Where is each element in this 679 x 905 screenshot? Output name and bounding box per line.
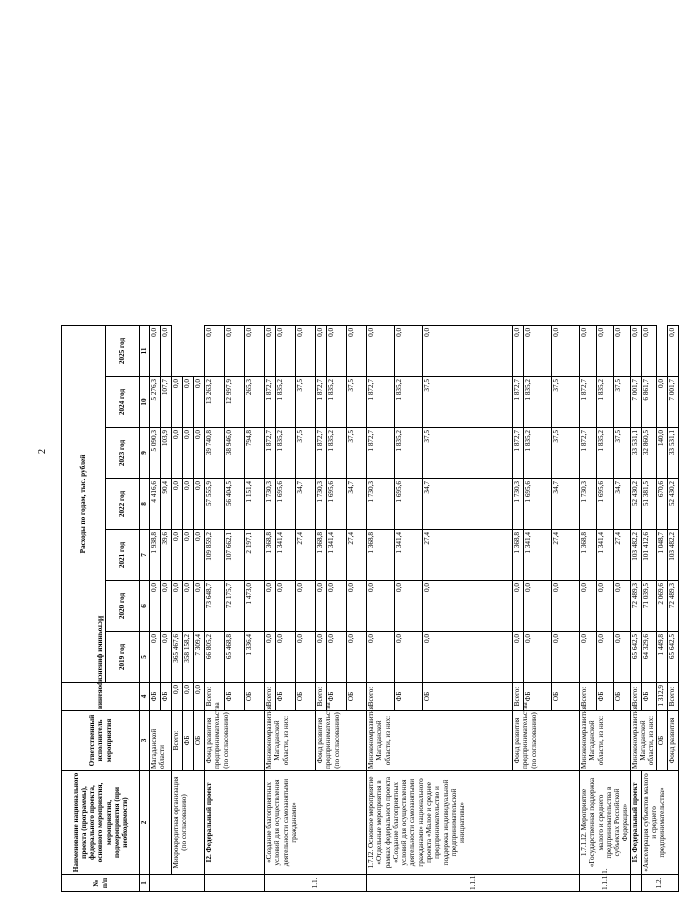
value-cell: 52 430,2: [667, 479, 678, 530]
source-cell: ФБ: [641, 683, 656, 711]
value-cell: 37,5: [552, 377, 580, 428]
source-cell: ОБ: [296, 683, 316, 711]
value-cell: 52 430,2: [630, 479, 641, 530]
value-cell: 0,0: [276, 325, 296, 376]
value-cell: 0,0: [423, 325, 513, 376]
value-cell: 358 158,2: [183, 632, 194, 683]
value-cell: 1 730,3: [580, 479, 597, 530]
value-cell: 1 938,8: [150, 530, 161, 581]
value-cell: 0,0: [613, 632, 630, 683]
value-cell: 27,4: [296, 530, 316, 581]
value-cell: 7 001,7: [667, 377, 678, 428]
budget-table: [61, 0, 679, 892]
row-cell: 1.7.1.I2. Мероприятие «Государственная поддержка малого и среднего предпринимательства в субъектах Российской Федерации»: [580, 771, 631, 875]
value-cell: 0,0: [327, 632, 347, 683]
source-cell: ФБ: [327, 683, 347, 711]
value-cell: 7 309,4: [194, 632, 205, 683]
value-cell: 0,0: [580, 325, 597, 376]
value-cell: 1 368,8: [580, 530, 597, 581]
header-exec: Ответственный исполнитель мероприятия: [62, 711, 140, 771]
table-row: [194, 0, 205, 892]
source-cell: ОБ: [194, 711, 205, 771]
value-cell: 7 001,7: [630, 377, 641, 428]
source-cell: Всего:: [367, 683, 395, 711]
value-cell: 0,0: [316, 581, 327, 632]
value-cell: 1 872,7: [316, 377, 327, 428]
value-cell: 1 695,6: [276, 479, 296, 530]
value-cell: 1 872,7: [513, 428, 524, 479]
value-cell: 0,0: [161, 325, 172, 376]
table-row: [205, 0, 225, 892]
header-year: 2024 год: [106, 377, 140, 428]
value-cell: 0,0: [367, 632, 395, 683]
value-cell: 1 835,2: [395, 428, 423, 479]
value-cell: 0,0: [513, 325, 524, 376]
value-cell: 265,3: [245, 377, 265, 428]
value-cell: 1 695,6: [395, 479, 423, 530]
value-cell: 1 835,2: [276, 428, 296, 479]
header-year: 2023 год: [106, 428, 140, 479]
value-cell: 1 341,4: [276, 530, 296, 581]
value-cell: 1 048,7: [656, 530, 667, 581]
row-cell: [150, 771, 172, 875]
value-cell: 0,0: [172, 428, 183, 479]
value-cell: 365 467,6: [172, 632, 183, 683]
table-row: [667, 0, 678, 892]
value-cell: 0,0: [194, 581, 205, 632]
value-cell: 0,0: [580, 632, 597, 683]
value-cell: 27,4: [347, 530, 367, 581]
source-cell: ФБ: [183, 711, 194, 771]
value-cell: 0,0: [172, 683, 183, 711]
table-row: [265, 0, 276, 892]
table-row: [580, 0, 597, 892]
value-cell: 32 860,5: [641, 428, 656, 479]
value-cell: 1 872,7: [367, 377, 395, 428]
value-cell: 140,0: [656, 428, 667, 479]
value-cell: 0,0: [194, 530, 205, 581]
source-cell: Всего:: [172, 711, 183, 771]
value-cell: 0,0: [552, 581, 580, 632]
value-cell: 1 449,8: [656, 632, 667, 683]
value-cell: 0,0: [395, 325, 423, 376]
value-cell: 0,0: [347, 325, 367, 376]
value-cell: 1 730,3: [367, 479, 395, 530]
source-cell: ОБ: [245, 683, 265, 711]
value-cell: 1 835,2: [327, 377, 347, 428]
header-num: № п/п: [62, 875, 140, 892]
value-cell: 1 368,8: [367, 530, 395, 581]
value-cell: 0,0: [245, 325, 265, 376]
value-cell: 0,0: [596, 581, 613, 632]
value-cell: 34,7: [296, 479, 316, 530]
value-cell: 0,0: [641, 325, 656, 376]
row-cell: Магаданской области: [150, 711, 172, 771]
value-cell: 0,0: [150, 581, 161, 632]
value-cell: 1 695,6: [327, 479, 347, 530]
value-cell: 103 482,2: [667, 530, 678, 581]
value-cell: 0,0: [513, 581, 524, 632]
value-cell: 0,0: [183, 683, 194, 711]
value-cell: 1 730,3: [513, 479, 524, 530]
source-cell: ФБ: [596, 683, 613, 711]
value-cell: 37,5: [613, 428, 630, 479]
value-cell: 794,8: [245, 428, 265, 479]
value-cell: 2 197,1: [245, 530, 265, 581]
source-cell: ФБ: [161, 683, 172, 711]
row-code: [205, 875, 265, 892]
table-row: [367, 0, 395, 892]
value-cell: 0,0: [265, 632, 276, 683]
value-cell: 0,0: [367, 581, 395, 632]
value-cell: 0,0: [265, 325, 276, 376]
value-cell: 0,0: [183, 581, 194, 632]
value-cell: 37,5: [347, 377, 367, 428]
value-cell: 5 276,3: [150, 377, 161, 428]
value-cell: 51 381,5: [641, 479, 656, 530]
value-cell: 33 531,1: [667, 428, 678, 479]
value-cell: 0,0: [296, 581, 316, 632]
source-cell: Всего:: [316, 683, 327, 711]
value-cell: 1 341,4: [395, 530, 423, 581]
value-cell: 0,0: [194, 479, 205, 530]
value-cell: 0,0: [395, 632, 423, 683]
value-cell: 37,5: [296, 377, 316, 428]
source-cell: ФБ: [225, 683, 245, 711]
table-row: [630, 0, 641, 892]
row-cell: I5. Федеральный проект: [630, 771, 641, 875]
table-row: [150, 0, 161, 892]
value-cell: 1 872,7: [580, 428, 597, 479]
value-cell: 107 662,1: [225, 530, 245, 581]
row-cell: 1.7.I2. Основное мероприятие «Отдельные мероприятия в рамках федерального проекта «Создание благоприятных условий для осуществления деятельности самозанятыми гражданами» национального проекта «Малое и среднее предпринимательство и поддержка индивидуальной предпринимательской инициативы»: [367, 771, 580, 875]
value-cell: 1 341,4: [327, 530, 347, 581]
value-cell: 0,0: [172, 479, 183, 530]
value-cell: 0,0: [524, 325, 552, 376]
value-cell: 0,0: [316, 632, 327, 683]
source-cell: ФБ: [276, 683, 296, 711]
value-cell: 5 090,3: [150, 428, 161, 479]
row-cell: «Создание благоприятных условий для осуществления деятельности самозанятыми гражданами»: [265, 771, 367, 875]
value-cell: 0,0: [513, 632, 524, 683]
source-cell: ФБ: [150, 683, 161, 711]
row-cell: «Акселерация субъектов малого и среднего предпринимательства»: [641, 771, 678, 875]
header-costs: Расходы по годам, тыс. рублей: [62, 325, 106, 682]
value-cell: 0,0: [183, 479, 194, 530]
value-cell: 72 175,7: [225, 581, 245, 632]
value-cell: 0,0: [613, 581, 630, 632]
value-cell: 0,0: [630, 325, 641, 376]
value-cell: 0,0: [552, 632, 580, 683]
value-cell: 0,0: [161, 632, 172, 683]
value-cell: 0,0: [194, 683, 205, 711]
value-cell: 2 069,6: [656, 581, 667, 632]
value-cell: 0,0: [205, 325, 225, 376]
source-cell: ФБ: [395, 683, 423, 711]
table-row: [172, 0, 183, 892]
value-cell: 65 642,5: [630, 632, 641, 683]
value-cell: 0,0: [276, 632, 296, 683]
source-cell: ОБ: [552, 683, 580, 711]
column-index-row: 1 2 3 4 5 6 7 8 9 10 11: [140, 0, 150, 892]
value-cell: 0,0: [552, 325, 580, 376]
value-cell: 1 835,2: [327, 428, 347, 479]
row-code: 1.1.1.: [367, 875, 580, 892]
value-cell: 1 312,9: [656, 683, 667, 711]
row-code: 1.2.: [641, 875, 678, 892]
value-cell: 1 835,2: [276, 377, 296, 428]
value-cell: 37,5: [296, 428, 316, 479]
value-cell: 65 468,8: [225, 632, 245, 683]
value-cell: 66 805,2: [205, 632, 225, 683]
value-cell: 0,0: [172, 377, 183, 428]
header-year: 2020 год: [106, 581, 140, 632]
value-cell: 1 730,3: [265, 479, 276, 530]
row-cell: Минэкономразвития Магаданской области, из них:: [265, 711, 316, 771]
header-name: Наименование национального проекта (программы), федерального проекта, основного мероприятия, мероприятия, подмероприятия (при необходимости): [62, 771, 140, 875]
value-cell: 670,6: [656, 479, 667, 530]
value-cell: 0,0: [327, 581, 347, 632]
value-cell: 0,0: [596, 325, 613, 376]
value-cell: 1 473,0: [245, 581, 265, 632]
row-cell: I2. Федеральный проект: [205, 771, 265, 875]
value-cell: 1 835,2: [596, 377, 613, 428]
value-cell: 1 730,3: [316, 479, 327, 530]
source-cell: Всего:: [630, 683, 641, 711]
value-cell: 0,0: [225, 325, 245, 376]
value-cell: 37,5: [347, 428, 367, 479]
value-cell: 0,0: [347, 632, 367, 683]
value-cell: 103,9: [161, 428, 172, 479]
value-cell: 1 695,6: [596, 479, 613, 530]
value-cell: 1 368,8: [513, 530, 524, 581]
value-cell: 0,0: [194, 428, 205, 479]
value-cell: 0,0: [580, 581, 597, 632]
value-cell: 0,0: [150, 325, 161, 376]
value-cell: 34,7: [552, 479, 580, 530]
value-cell: 0,0: [276, 581, 296, 632]
row-code: 1.1.: [265, 875, 367, 892]
source-cell: Всего:: [580, 683, 597, 711]
value-cell: 38 946,0: [225, 428, 245, 479]
value-cell: 39,6: [161, 530, 172, 581]
source-cell: ОБ: [613, 683, 630, 711]
value-cell: 0,0: [524, 581, 552, 632]
value-cell: 27,4: [613, 530, 630, 581]
value-cell: 0,0: [183, 530, 194, 581]
header-source: Источники финансирования: [62, 683, 140, 711]
value-cell: 0,0: [150, 632, 161, 683]
value-cell: 0,0: [423, 581, 513, 632]
table-row: [316, 0, 327, 892]
value-cell: 103 482,2: [630, 530, 641, 581]
value-cell: 73 648,7: [205, 581, 225, 632]
table-row: [513, 0, 524, 892]
row-code: [630, 875, 641, 892]
value-cell: 0,0: [327, 325, 347, 376]
table-row: [183, 0, 194, 892]
value-cell: 1 368,8: [265, 530, 276, 581]
value-cell: 37,5: [613, 377, 630, 428]
value-cell: 4 416,6: [150, 479, 161, 530]
value-cell: 1 872,7: [513, 377, 524, 428]
value-cell: 0,0: [613, 325, 630, 376]
value-cell: 0,0: [347, 581, 367, 632]
value-cell: 1 835,2: [596, 428, 613, 479]
row-cell: Микрокредитная организация (по согласованию): [172, 771, 205, 875]
value-cell: 1 368,8: [316, 530, 327, 581]
row-code: 1.1.1.1.: [580, 875, 631, 892]
value-cell: 0,0: [183, 428, 194, 479]
source-cell: ОБ: [423, 683, 513, 711]
value-cell: 27,4: [423, 530, 513, 581]
value-cell: 0,0: [265, 581, 276, 632]
value-cell: 0,0: [172, 581, 183, 632]
header-year: 2025 год: [106, 325, 140, 376]
value-cell: 27,4: [552, 530, 580, 581]
value-cell: 0,0: [524, 632, 552, 683]
source-cell: ОБ: [347, 683, 367, 711]
table-row: [656, 0, 667, 892]
value-cell: 0,0: [296, 325, 316, 376]
value-cell: 0,0: [423, 632, 513, 683]
value-cell: 72 489,3: [667, 581, 678, 632]
value-cell: 39 740,8: [205, 428, 225, 479]
source-cell: Всего:: [205, 683, 225, 711]
source-cell: ФБ: [524, 683, 552, 711]
value-cell: 33 531,1: [630, 428, 641, 479]
row-cell: Фонд развития: [667, 711, 678, 771]
row-cell: Фонд развития предпринимательства (по согласованию): [316, 711, 367, 771]
row-code: [150, 875, 205, 892]
value-cell: 72 489,3: [630, 581, 641, 632]
value-cell: 0,0: [183, 377, 194, 428]
value-cell: 0,0: [194, 377, 205, 428]
value-cell: 1 695,6: [524, 479, 552, 530]
header-year: 2019 год: [106, 632, 140, 683]
value-cell: 1 872,7: [580, 377, 597, 428]
value-cell: 0,0: [161, 581, 172, 632]
header-year: 2022 год: [106, 479, 140, 530]
page-number: 2: [37, 449, 48, 454]
value-cell: 0,0: [172, 530, 183, 581]
value-cell: 34,7: [347, 479, 367, 530]
value-cell: 0,0: [667, 325, 678, 376]
value-cell: 57 555,9: [205, 479, 225, 530]
value-cell: 1 341,4: [524, 530, 552, 581]
row-cell: Минэкономразвития Магаданской области, из них:: [367, 711, 513, 771]
source-cell: Всего:: [513, 683, 524, 711]
value-cell: 37,5: [552, 428, 580, 479]
value-cell: 12 997,9: [225, 377, 245, 428]
rotated-page: [61, 24, 676, 892]
value-cell: 6 861,7: [641, 377, 656, 428]
row-cell: Фонд развития предпринимательства (по согласованию): [205, 711, 265, 771]
value-cell: 1 872,7: [265, 428, 276, 479]
value-cell: 1 835,2: [395, 377, 423, 428]
value-cell: 34,7: [423, 479, 513, 530]
value-cell: 0,0: [296, 632, 316, 683]
value-cell: 1 872,7: [265, 377, 276, 428]
value-cell: 0,0: [316, 325, 327, 376]
value-cell: 37,5: [423, 428, 513, 479]
value-cell: 1 835,2: [524, 377, 552, 428]
row-cell: Фонд развития предпринимательства (по согласованию): [513, 711, 580, 771]
value-cell: 0,0: [395, 581, 423, 632]
value-cell: 1 872,7: [316, 428, 327, 479]
value-cell: 1 835,2: [524, 428, 552, 479]
value-cell: 1 872,7: [367, 428, 395, 479]
value-cell: 0,0: [367, 325, 395, 376]
value-cell: 0,0: [596, 632, 613, 683]
value-cell: 56 404,5: [225, 479, 245, 530]
row-cell: Минэкономразвития Магаданской области, из них:: [580, 711, 631, 771]
value-cell: 0,0: [656, 377, 667, 428]
value-cell: 107,7: [161, 377, 172, 428]
source-cell: ОБ: [656, 711, 667, 771]
value-cell: 64 329,6: [641, 632, 656, 683]
value-cell: 101 412,6: [641, 530, 656, 581]
value-cell: 34,7: [613, 479, 630, 530]
source-cell: Всего:: [265, 683, 276, 711]
value-cell: 13 263,2: [205, 377, 225, 428]
value-cell: 37,5: [423, 377, 513, 428]
row-cell: Минэкономразвития Магаданской области, из них:: [630, 706, 656, 769]
value-cell: 1 341,4: [596, 530, 613, 581]
source-cell: Всего:: [667, 683, 678, 711]
value-cell: 65 642,5: [667, 632, 678, 683]
value-cell: 109 859,2: [205, 530, 225, 581]
value-cell: 90,4: [161, 479, 172, 530]
value-cell: 1 336,4: [245, 632, 265, 683]
value-cell: 71 039,5: [641, 581, 656, 632]
value-cell: 1 151,4: [245, 479, 265, 530]
header-year: 2021 год: [106, 530, 140, 581]
